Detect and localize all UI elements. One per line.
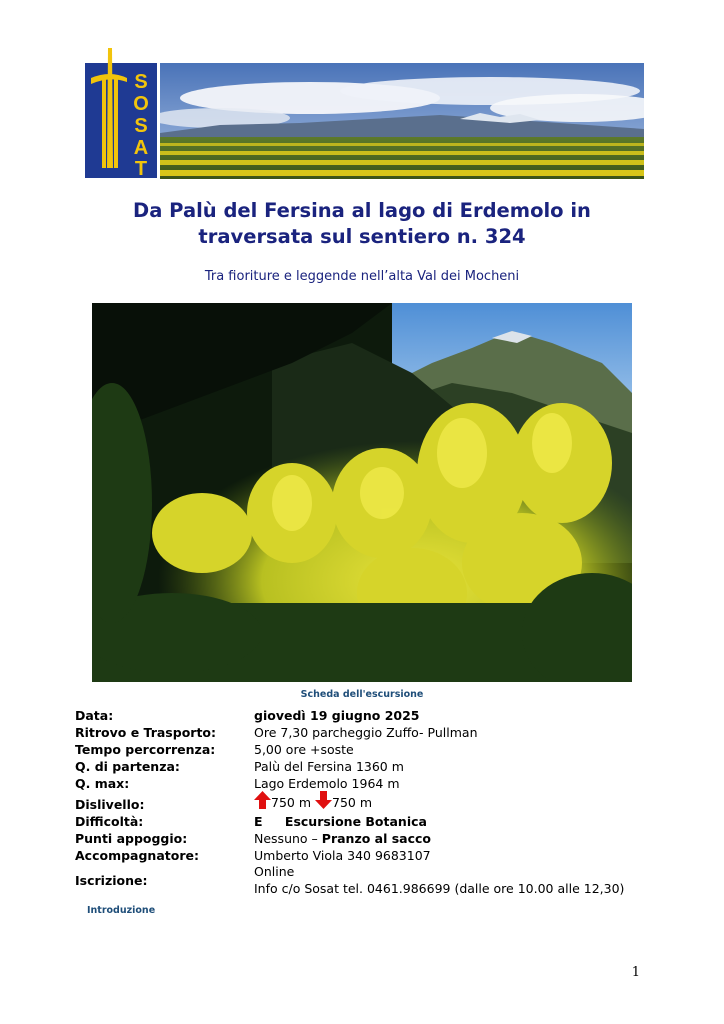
logo-letter: S — [134, 115, 148, 137]
label-appoggio: Punti appoggio: — [75, 831, 188, 846]
laburnum-mountain-photo — [92, 303, 632, 682]
label-ritrovo: Ritrovo e Trasporto: — [75, 725, 217, 740]
label-accompagnatore: Accompagnatore: — [75, 848, 199, 863]
difficolta-type: Escursione Botanica — [284, 814, 427, 829]
value-max: Lago Erdemolo 1964 m — [254, 776, 400, 791]
label-partenza: Q. di partenza: — [75, 759, 180, 774]
arrow-down-icon — [315, 791, 332, 809]
value-iscrizione-info: Info c/o Sosat tel. 0461.986699 (dalle ore 10.00 alle 12,30) — [254, 881, 625, 896]
appoggio-bold: Pranzo al sacco — [321, 831, 432, 846]
label-data: Data: — [75, 708, 114, 723]
logo-letter: S — [134, 71, 148, 93]
sosat-logo — [85, 48, 157, 178]
label-dislivello: Dislivello: — [75, 797, 145, 812]
section-heading-scheda: Scheda dell'escursione — [300, 689, 424, 700]
value-dislivello — [254, 791, 372, 810]
label-iscrizione: Iscrizione: — [75, 873, 148, 888]
label-difficolta: Difficoltà: — [75, 814, 144, 829]
arrow-up-icon — [254, 791, 271, 809]
value-appoggio — [254, 831, 431, 846]
logo-letter: T — [134, 158, 148, 178]
value-tempo: 5,00 ore +soste — [254, 742, 354, 757]
value-difficolta — [254, 814, 427, 829]
page-title — [80, 198, 644, 250]
logo-letter: O — [133, 93, 149, 115]
header-banner-image — [160, 63, 644, 179]
page-title-line: traversata sul sentiero n. 324 — [198, 225, 526, 248]
value-accompagnatore: Umberto Viola 340 9683107 — [254, 848, 431, 863]
difficolta-grade: E — [254, 814, 263, 829]
label-max: Q. max: — [75, 776, 130, 791]
page-subtitle: Tra fioriture e leggende nell’alta Val dei Mocheni — [204, 269, 520, 284]
dislivello-up: 750 m — [271, 795, 312, 810]
section-heading-introduzione: Introduzione — [87, 905, 156, 916]
page-title-line: Da Palù del Fersina al lago di Erdemolo in — [133, 199, 591, 222]
value-ritrovo: Ore 7,30 parcheggio Zuffo- Pullman — [254, 725, 478, 740]
label-tempo: Tempo percorrenza: — [75, 742, 216, 757]
value-partenza: Palù del Fersina 1360 m — [254, 759, 404, 774]
dislivello-down: 750 m — [332, 795, 373, 810]
page-number: 1 — [631, 965, 640, 980]
logo-letter: A — [133, 137, 149, 159]
appoggio-text: Nessuno – — [254, 831, 318, 846]
value-data: giovedì 19 giugno 2025 — [254, 708, 420, 723]
value-iscrizione-online: Online — [254, 864, 295, 879]
